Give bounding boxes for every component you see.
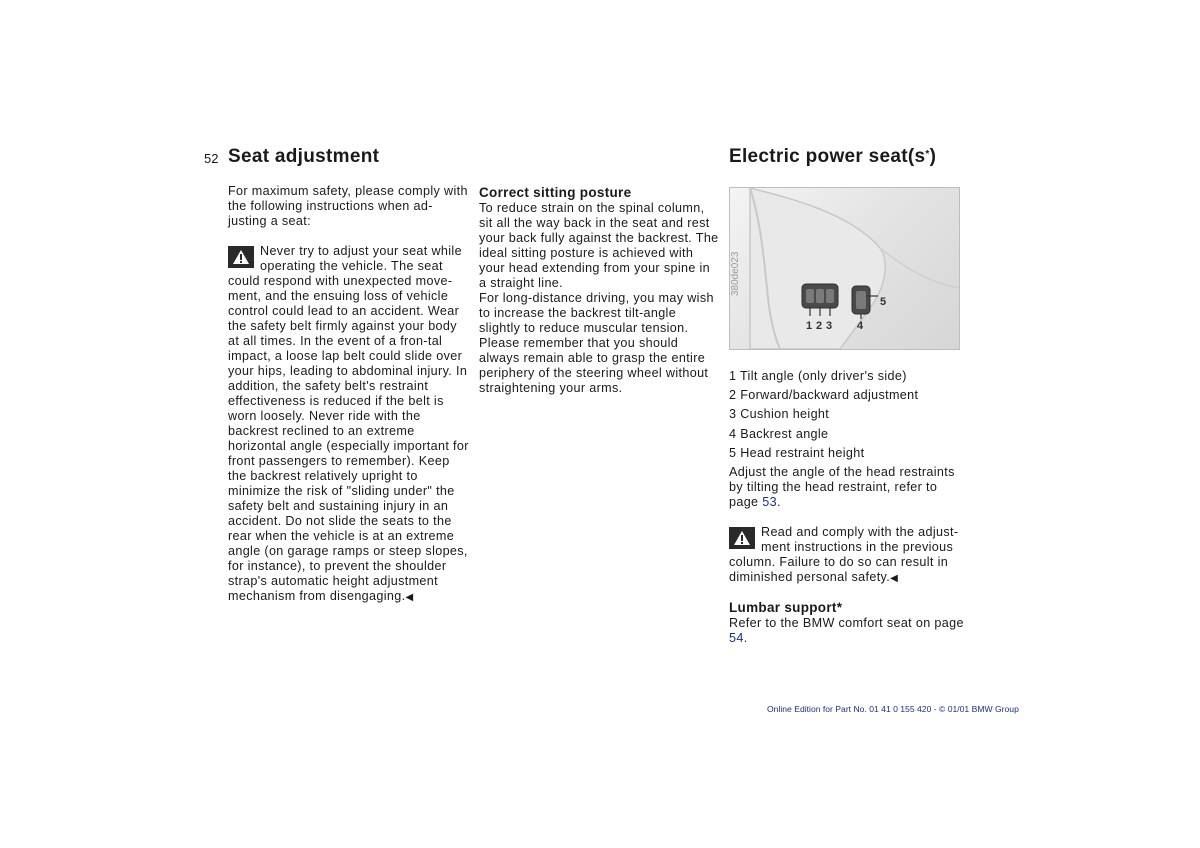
section-heading-correct-sitting-posture: Correct sitting posture xyxy=(479,185,632,200)
fig-label-5: 5 xyxy=(880,296,887,308)
column-middle xyxy=(479,185,719,396)
section-heading-lumbar-support: Lumbar support* xyxy=(729,599,843,615)
seat-controls-illustration xyxy=(729,187,960,350)
page-54-link[interactable]: 54 xyxy=(729,630,744,645)
posture-paragraph-2: For long-distance driving, you may wish to increase the backrest tilt-angle slightly to reduce muscular tension. Please remember that you should always remain able to grasp the entire periphery of the steering wheel without straightening your arms. xyxy=(479,291,714,395)
head-restraint-text: Adjust the angle of the head restraints by tilting the head restraint, refer to page xyxy=(729,464,955,509)
period: . xyxy=(776,494,781,509)
fig-label-2: 2 xyxy=(816,320,823,332)
seat-control-list xyxy=(729,369,969,461)
seat-drawing xyxy=(730,188,959,349)
end-of-section-icon: ◀ xyxy=(405,592,414,603)
lumbar-text: Refer to the BMW comfort seat on page xyxy=(729,615,964,630)
fig-label-4: 4 xyxy=(857,320,864,332)
period: . xyxy=(743,630,748,645)
fig-label-3: 3 xyxy=(826,320,833,332)
list-item: 2 Forward/backward adjustment xyxy=(729,388,919,403)
warning-block xyxy=(729,525,969,586)
title-text: Electric power seat(s xyxy=(729,146,926,167)
column-left xyxy=(228,184,470,605)
footer-edition-note: Online Edition for Part No. 01 41 0 155 420 - © 01/01 BMW Group xyxy=(767,704,1019,714)
lumbar-paragraph xyxy=(729,616,969,646)
title-close: ) xyxy=(929,146,937,167)
warning-triangle-icon xyxy=(729,527,755,549)
warning-text: Read and comply with the adjust-ment instructions in the previous column. Failure to do so can result in diminished personal safety. xyxy=(729,524,959,584)
posture-paragraph-1: To reduce strain on the spinal column, sit all the way back in the seat and rest your back fully against the backrest. The ideal sitting posture is achieved with your head extending from your spine in a straight line. xyxy=(479,201,719,290)
intro-paragraph: For maximum safety, please comply with the following instructions when ad-justing a seat: xyxy=(228,184,468,228)
end-of-section-icon: ◀ xyxy=(890,572,899,584)
head-restraint-paragraph xyxy=(729,465,969,510)
list-item: 1 Tilt angle (only driver's side) xyxy=(729,369,907,383)
warning-triangle-icon xyxy=(228,246,254,268)
optional-asterisk: * xyxy=(925,149,930,160)
warning-block xyxy=(228,244,470,605)
fig-label-1: 1 xyxy=(806,320,813,332)
figure-id: 380de023 xyxy=(730,251,741,296)
page-title-seat-adjustment: Seat adjustment xyxy=(228,146,380,167)
page-53-link[interactable]: 53 xyxy=(762,494,777,509)
list-item: 4 Backrest angle xyxy=(729,426,829,441)
list-item: 3 Cushion height xyxy=(729,407,830,422)
list-item: 5 Head restraint height xyxy=(729,445,865,460)
page-title-electric-power-seats xyxy=(729,146,936,168)
warning-text: Never try to adjust your seat while operating the vehicle. The seat could respond with unexpected move-ment, and the ensuing loss of vehicle control could lead to an accident. Wear the safety belt firmly against your body at all times. In the event of a fron-tal impact, a loose lap belt could slide over your hips, leading to abdominal injury. In addition, the safety belt's restraint effectiveness is reduced if the belt is worn loosely. Never ride with the backrest reclined to an extreme horizontal angle (especially important for front passengers to remember). Keep the backrest relatively upright to minimize the risk of "sliding under" the safety belt and sustaining injury in an accident. Do not slide the seats to the rear when the vehicle is at an extreme angle (on garage ramps or steep slopes, for instance), to prevent the shoulder strap's automatic height adjustment mechanism from disengaging. xyxy=(228,244,469,603)
page-number: 52 xyxy=(204,151,219,166)
column-right xyxy=(729,369,969,646)
